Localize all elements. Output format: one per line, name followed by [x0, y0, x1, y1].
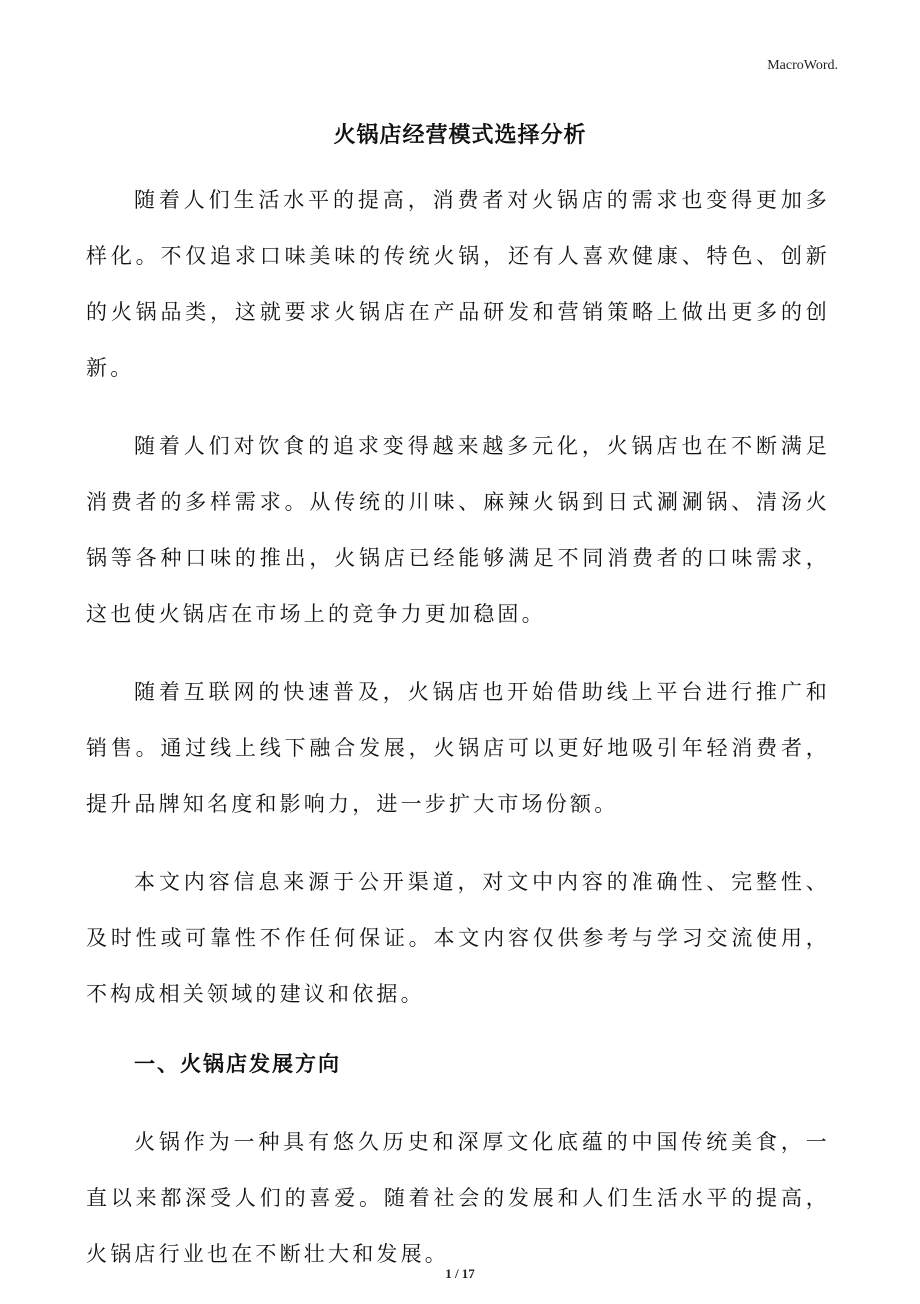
document-body — [86, 172, 830, 1304]
section-paragraph-1: 火锅作为一种具有悠久历史和深厚文化底蕴的中国传统美食，一直以来都深受人们的喜爱。随着社会的发展和人们生活水平的提高，火锅店行业也在不断壮大和发展。 — [86, 1130, 830, 1266]
document-title: 火锅店经营模式选择分析 — [333, 123, 587, 148]
section-heading-development-direction: 一、火锅店发展方向 — [134, 1052, 341, 1076]
intro-paragraph-1: 随着人们生活水平的提高，消费者对火锅店的需求也变得更加多样化。不仅追求口味美味的传统火锅，还有人喜欢健康、特色、创新的火锅品类，这就要求火锅店在产品研发和营销策略上做出更多的创新。 — [86, 188, 830, 380]
intro-paragraph-2: 随着人们对饮食的追求变得越来越多元化，火锅店也在不断满足消费者的多样需求。从传统的川味、麻辣火锅到日式涮涮锅、清汤火锅等各种口味的推出，火锅店已经能够满足不同消费者的口味需求，这也使火锅店在市场上的竞争力更加稳固。 — [86, 434, 830, 626]
header-brand: MacroWord. — [767, 58, 838, 73]
disclaimer-paragraph: 本文内容信息来源于公开渠道，对文中内容的准确性、完整性、及时性或可靠性不作任何保证。本文内容仅供参考与学习交流使用，不构成相关领域的建议和依据。 — [86, 870, 830, 1006]
intro-paragraph-3: 随着互联网的快速普及，火锅店也开始借助线上平台进行推广和销售。通过线上线下融合发展，火锅店可以更好地吸引年轻消费者，提升品牌知名度和影响力，进一步扩大市场份额。 — [86, 680, 830, 816]
page-number: 1 / 17 — [445, 1266, 475, 1281]
